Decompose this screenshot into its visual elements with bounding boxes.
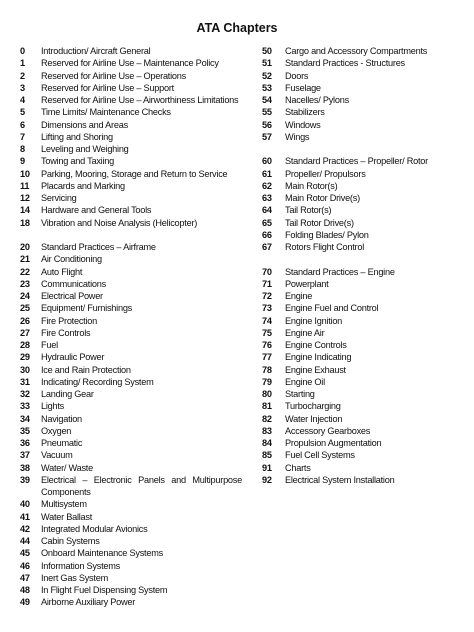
chapter-title: Engine Air — [285, 327, 325, 338]
chapter-row — [20, 437, 242, 449]
chapter-row — [20, 278, 242, 290]
page-title: ATA Chapters — [196, 21, 278, 35]
chapter-title: Vibration and Noise Analysis (Helicopter) — [41, 217, 198, 228]
chapter-row — [262, 106, 462, 118]
chapter-title: Fuselage — [285, 82, 321, 93]
chapter-row — [20, 400, 242, 412]
chapter-row — [20, 180, 242, 192]
chapter-title: Turbocharging — [285, 401, 341, 412]
chapter-row — [20, 351, 242, 363]
chapter-number: 27 — [20, 327, 30, 338]
chapter-number: 10 — [20, 168, 30, 179]
chapter-title: Fuel — [41, 340, 58, 350]
chapter-row — [20, 106, 242, 118]
chapter-number: 66 — [262, 229, 272, 240]
chapter-number: 56 — [262, 119, 272, 130]
chapter-title: Rotors Flight Control — [285, 242, 364, 252]
chapter-row — [262, 449, 462, 461]
chapter-number: 34 — [20, 413, 30, 424]
chapter-row — [20, 596, 242, 608]
chapter-row — [20, 119, 242, 131]
chapter-number: 22 — [20, 266, 30, 277]
chapter-title: Nacelles/ Pylons — [285, 95, 349, 105]
chapter-number: 14 — [20, 205, 30, 216]
chapter-row — [262, 155, 462, 167]
chapter-number: 62 — [262, 180, 272, 191]
chapter-number: 78 — [262, 364, 272, 375]
chapter-row — [262, 278, 462, 290]
chapter-title: Electrical – Electronic Panels and Multipurpose Components — [41, 474, 242, 497]
chapter-title: Placards and Marking — [41, 180, 125, 191]
chapter-number: 57 — [262, 131, 272, 142]
chapter-title: Powerplant — [285, 278, 329, 289]
chapter-row — [20, 511, 242, 523]
chapter-row — [262, 192, 462, 204]
chapter-title: Electrical Power — [41, 291, 103, 301]
chapter-title: Reserved for Airline Use – Maintenance Policy — [41, 58, 219, 69]
chapter-row — [20, 315, 242, 327]
chapter-number: 73 — [262, 303, 272, 314]
chapter-title: Engine Oil — [285, 376, 325, 387]
chapter-title: Water Ballast — [41, 511, 93, 522]
chapter-row — [262, 168, 462, 180]
chapter-row — [262, 131, 462, 143]
chapter-row — [262, 351, 462, 363]
chapter-number: 92 — [262, 474, 272, 485]
chapter-row — [262, 94, 462, 106]
chapter-row — [262, 339, 462, 351]
chapter-row — [20, 364, 242, 376]
chapter-number: 36 — [20, 438, 30, 448]
chapter-row — [262, 119, 462, 131]
chapter-row — [20, 131, 242, 143]
chapter-row — [262, 437, 462, 449]
chapter-row — [262, 413, 462, 425]
chapter-title: Water/ Waste — [41, 462, 93, 473]
chapter-row — [20, 192, 242, 204]
chapter-number: 7 — [20, 131, 25, 142]
chapter-title: Dimensions and Areas — [41, 119, 128, 130]
chapter-row — [262, 290, 462, 302]
chapter-number: 42 — [20, 523, 30, 534]
chapter-number: 5 — [20, 107, 25, 118]
chapter-title: Fire Controls — [41, 327, 91, 338]
chapter-row — [20, 290, 242, 302]
chapter-row — [262, 57, 462, 69]
chapter-title: Reserved for Airline Use – Operations — [41, 70, 186, 81]
chapter-title: Engine Fuel and Control — [285, 303, 379, 314]
chapter-number: 47 — [20, 572, 30, 583]
chapter-title: Charts — [285, 462, 311, 473]
chapter-title: Accessory Gearboxes — [285, 425, 371, 436]
chapter-number: 49 — [20, 597, 30, 608]
chapter-row — [262, 388, 462, 400]
chapter-row — [20, 535, 242, 547]
chapter-row — [262, 180, 462, 192]
chapter-row — [20, 376, 242, 388]
chapter-title: Propulsion Augmentation — [285, 438, 382, 448]
chapter-title: Fuel Cell Systems — [285, 450, 355, 461]
chapter-row — [20, 449, 242, 461]
chapter-title: Pneumatic — [41, 438, 83, 448]
chapter-title: Towing and Taxiing — [41, 156, 114, 167]
chapter-title: Multisystem — [41, 499, 87, 510]
chapter-number: 74 — [262, 315, 272, 326]
chapter-number: 80 — [262, 389, 272, 399]
chapter-title: Communications — [41, 278, 106, 289]
chapter-title: Fire Protection — [41, 315, 97, 326]
chapter-title: Integrated Modular Avionics — [41, 523, 148, 534]
chapter-title: Cabin Systems — [41, 536, 100, 546]
chapter-row — [20, 155, 242, 167]
chapter-number: 76 — [262, 340, 272, 350]
chapter-row — [20, 302, 242, 314]
chapter-number: 84 — [262, 438, 272, 448]
chapter-number: 1 — [20, 58, 25, 69]
chapter-title: Servicing — [41, 193, 77, 203]
chapter-row — [20, 204, 242, 216]
chapter-number: 65 — [262, 217, 272, 228]
chapter-title: Landing Gear — [41, 389, 94, 399]
chapter-number: 63 — [262, 193, 272, 203]
chapter-row — [20, 70, 242, 82]
chapter-number: 52 — [262, 70, 272, 81]
chapter-number: 70 — [262, 266, 272, 277]
chapter-title: Standard Practices – Propeller/ Rotor — [285, 156, 428, 167]
chapter-number: 37 — [20, 450, 30, 461]
chapter-row — [262, 364, 462, 376]
chapter-row — [20, 560, 242, 572]
chapter-number: 72 — [262, 291, 272, 301]
chapter-number: 33 — [20, 401, 30, 412]
chapter-row — [262, 400, 462, 412]
chapter-row — [20, 217, 242, 229]
chapter-title: Starting — [285, 389, 315, 399]
chapter-row — [20, 253, 242, 265]
chapter-title: Main Rotor(s) — [285, 180, 338, 191]
chapter-number: 77 — [262, 352, 272, 363]
chapter-number: 46 — [20, 560, 30, 571]
chapter-title: Hardware and General Tools — [41, 205, 152, 216]
chapter-title: Standard Practices – Engine — [285, 266, 395, 277]
chapter-number: 8 — [20, 144, 25, 154]
chapter-title: Lifting and Shoring — [41, 131, 113, 142]
chapter-number: 44 — [20, 536, 30, 546]
chapter-title: Ice and Rain Protection — [41, 364, 131, 375]
chapter-row — [262, 474, 462, 486]
chapter-title: Information Systems — [41, 560, 120, 571]
chapter-title: Engine Indicating — [285, 352, 352, 363]
chapter-title: Inert Gas System — [41, 572, 108, 583]
chapter-title: Reserved for Airline Use – Airworthiness Limitations — [41, 95, 239, 105]
chapter-title: Onboard Maintenance Systems — [41, 548, 163, 559]
chapter-title: Oxygen — [41, 425, 72, 436]
chapter-title: Windows — [285, 119, 321, 130]
chapter-row — [20, 143, 242, 155]
chapter-title: Water Injection — [285, 413, 343, 424]
chapter-title: Standard Practices – Airframe — [41, 242, 156, 252]
chapter-number: 28 — [20, 340, 30, 350]
chapter-number: 61 — [262, 168, 272, 179]
chapter-number: 12 — [20, 193, 30, 203]
chapter-row — [262, 217, 462, 229]
chapter-number: 67 — [262, 242, 272, 252]
right-chapter-column — [262, 45, 462, 486]
chapter-row — [20, 266, 242, 278]
chapter-number: 39 — [20, 474, 30, 485]
chapter-number: 30 — [20, 364, 30, 375]
chapter-title: Tail Rotor Drive(s) — [285, 217, 354, 228]
chapter-row — [20, 82, 242, 94]
chapter-row — [20, 168, 242, 180]
chapter-number: 2 — [20, 70, 25, 81]
chapter-number: 41 — [20, 511, 30, 522]
chapter-row — [20, 241, 242, 253]
chapter-title: Lights — [41, 401, 65, 412]
chapter-number: 20 — [20, 242, 30, 252]
chapter-number: 18 — [20, 217, 30, 228]
chapter-row — [20, 572, 242, 584]
chapter-row — [262, 70, 462, 82]
chapter-row — [262, 376, 462, 388]
chapter-title: Equipment/ Furnishings — [41, 303, 133, 314]
chapter-number: 75 — [262, 327, 272, 338]
chapter-title: Navigation — [41, 413, 82, 424]
chapter-row — [20, 462, 242, 474]
chapter-row — [20, 425, 242, 437]
chapter-number: 38 — [20, 462, 30, 473]
chapter-number: 0 — [20, 46, 25, 56]
chapter-row — [262, 327, 462, 339]
chapter-number: 54 — [262, 95, 272, 105]
chapter-number: 4 — [20, 95, 25, 105]
chapter-number: 55 — [262, 107, 272, 118]
chapter-title: Engine Ignition — [285, 315, 343, 326]
chapter-row — [20, 498, 242, 510]
chapter-row — [20, 584, 242, 596]
chapter-title: Vacuum — [41, 450, 73, 461]
chapter-row — [262, 425, 462, 437]
chapter-title: Tail Rotor(s) — [285, 205, 332, 216]
chapter-row — [20, 339, 242, 351]
chapter-title: Parking, Mooring, Storage and Return to Service — [41, 168, 228, 179]
chapter-title: Air Conditioning — [41, 254, 102, 265]
chapter-row — [20, 388, 242, 400]
chapter-number: 71 — [262, 278, 272, 289]
chapter-row — [262, 302, 462, 314]
chapter-number: 51 — [262, 58, 272, 69]
chapter-title: Reserved for Airline Use – Support — [41, 82, 174, 93]
chapter-title: Indicating/ Recording System — [41, 376, 154, 387]
chapter-title: Propeller/ Propulsors — [285, 168, 366, 179]
chapter-number: 6 — [20, 119, 25, 130]
chapter-title: In Flight Fuel Dispensing System — [41, 585, 168, 595]
chapter-number: 64 — [262, 205, 272, 216]
chapter-title: Time Limits/ Maintenance Checks — [41, 107, 171, 118]
chapter-number: 82 — [262, 413, 272, 424]
chapter-number: 81 — [262, 401, 272, 412]
chapter-number: 40 — [20, 499, 30, 510]
chapter-number: 25 — [20, 303, 30, 314]
chapter-title: Introduction/ Aircraft General — [41, 46, 151, 56]
chapter-row — [20, 94, 242, 106]
chapter-row — [262, 204, 462, 216]
chapter-row — [20, 327, 242, 339]
chapter-title: Engine — [285, 291, 313, 301]
chapter-number: 35 — [20, 425, 30, 436]
chapter-row — [262, 45, 462, 57]
chapter-number: 45 — [20, 548, 30, 559]
chapter-row — [262, 315, 462, 327]
chapter-number: 85 — [262, 450, 272, 461]
chapter-number: 83 — [262, 425, 272, 436]
chapter-number: 9 — [20, 156, 25, 167]
chapter-title: Engine Controls — [285, 340, 347, 350]
chapter-row — [262, 229, 462, 241]
chapter-title: Airborne Auxiliary Power — [41, 597, 136, 608]
chapter-row — [262, 241, 462, 253]
chapter-row — [262, 266, 462, 278]
chapter-number: 26 — [20, 315, 30, 326]
chapter-title: Leveling and Weighing — [41, 144, 129, 154]
chapter-title: Standard Practices - Structures — [285, 58, 405, 69]
chapter-title: Hydraulic Power — [41, 352, 105, 363]
chapter-number: 11 — [20, 180, 30, 191]
chapter-row — [20, 474, 242, 499]
chapter-title: Main Rotor Drive(s) — [285, 193, 360, 203]
chapter-number: 31 — [20, 376, 30, 387]
chapter-row — [20, 413, 242, 425]
chapter-title: Folding Blades/ Pylon — [285, 229, 369, 240]
chapter-number: 50 — [262, 46, 272, 56]
chapter-title: Engine Exhaust — [285, 364, 346, 375]
chapter-number: 3 — [20, 82, 25, 93]
left-chapter-column — [20, 45, 242, 609]
chapter-number: 79 — [262, 376, 272, 387]
chapter-number: 53 — [262, 82, 272, 93]
chapter-row — [262, 82, 462, 94]
chapter-title: Cargo and Accessory Compartments — [285, 46, 428, 56]
chapter-row — [20, 547, 242, 559]
chapter-title: Doors — [285, 70, 309, 81]
chapter-title: Stabilizers — [285, 107, 325, 118]
chapter-row — [20, 45, 242, 57]
chapter-number: 60 — [262, 156, 272, 167]
chapter-number: 24 — [20, 291, 30, 301]
chapter-number: 91 — [262, 462, 272, 473]
chapter-title: Electrical System Installation — [285, 474, 395, 485]
chapter-title: Auto Flight — [41, 266, 83, 277]
chapter-number: 23 — [20, 278, 30, 289]
chapter-number: 21 — [20, 254, 30, 265]
chapter-number: 32 — [20, 389, 30, 399]
chapter-row — [20, 57, 242, 69]
chapter-row — [20, 523, 242, 535]
chapter-number: 29 — [20, 352, 30, 363]
chapter-number: 48 — [20, 585, 30, 595]
chapter-row — [262, 462, 462, 474]
chapter-title: Wings — [285, 131, 310, 142]
